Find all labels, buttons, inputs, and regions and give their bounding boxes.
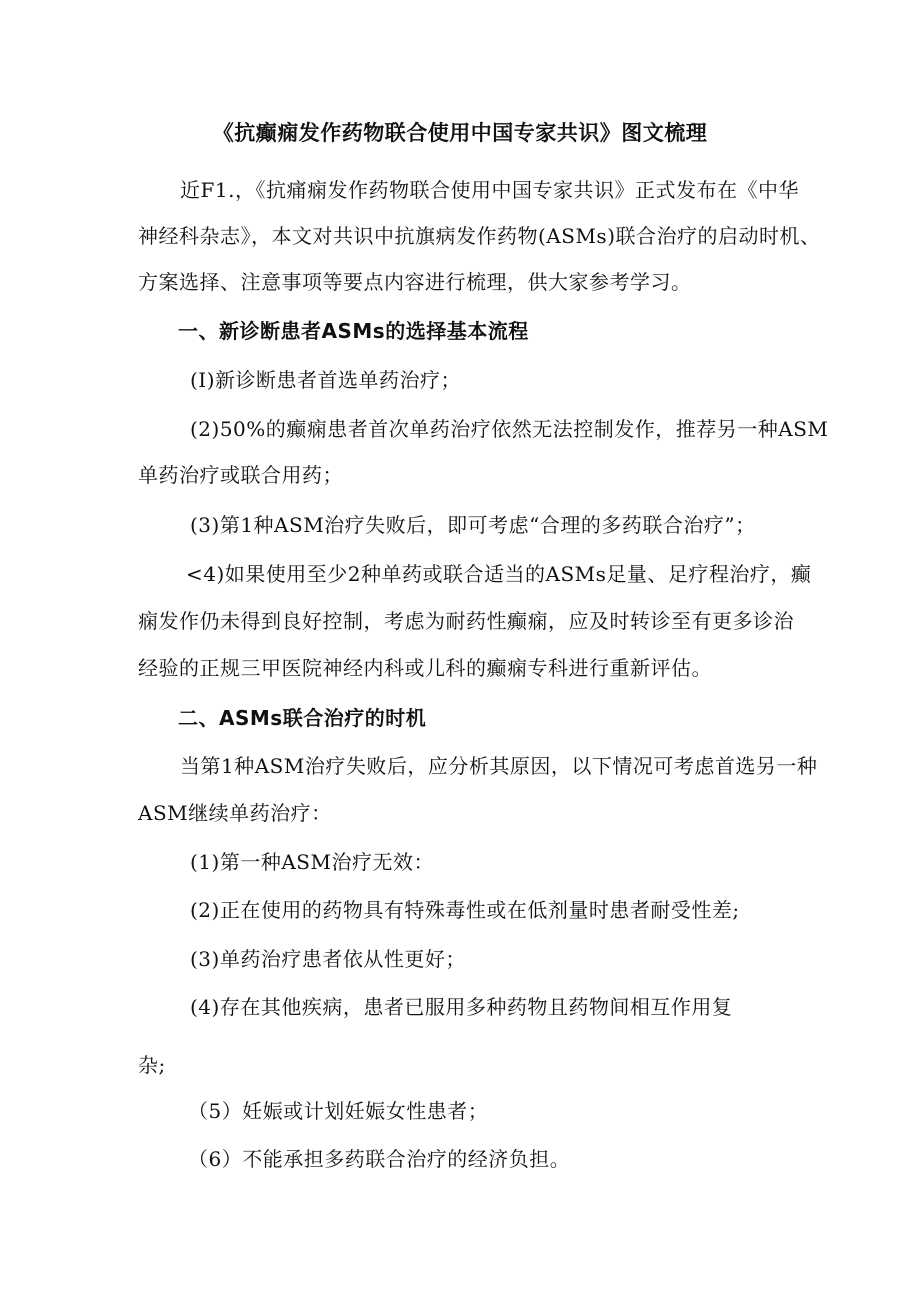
section-2-item-4-line-2: 杂; [138, 1053, 166, 1077]
intro-line-1: 近F1.，《抗痛痫发作药物联合使用中国专家共识》正式发布在《中华 [180, 178, 799, 202]
section-1-item-4-line-2: 痫发作仍未得到良好控制，考虑为耐药性癫痫，应及时转诊至有更多诊治 [138, 609, 794, 633]
section-1-item-4-line-3: 经验的正规三甲医院神经内科或儿科的癫痫专科进行重新评估。 [138, 656, 712, 680]
section-1-item-2-line-1: (2)50%的癫痫患者首次单药治疗依然无法控制发作，推荐另一种ASM [190, 417, 829, 441]
section-1-item-1: (I)新诊断患者首选单药治疗； [190, 368, 462, 392]
section-1-item-2-line-2: 单药治疗或联合用药； [138, 463, 343, 487]
section-2-item-2: (2)正在使用的药物具有特殊毒性或在低剂量时患者耐受性差; [190, 898, 740, 922]
section-1-item-3: (3)第1种ASM治疗失败后，即可考虑“合理的多药联合治疗”； [190, 513, 756, 537]
intro-line-3: 方案选择、注意事项等要点内容进行梳理，供大家参考学习。 [138, 270, 692, 294]
section-2-item-1: (1)第一种ASM治疗无效： [190, 850, 434, 874]
section-2-intro-line-1: 当第1种ASM治疗失败后，应分析其原因，以下情况可考虑首选另一种 [180, 754, 818, 778]
section-2-item-5: （5）妊娠或计划妊娠女性患者； [188, 1099, 489, 1123]
section-2-item-6: （6）不能承担多药联合治疗的经济负担。 [188, 1147, 571, 1171]
section-2-item-3: (3)单药治疗患者依从性更好； [190, 947, 466, 971]
section-2-heading: 二、ASMs联合治疗的时机 [178, 706, 427, 730]
section-2-intro-line-2: ASM继续单药治疗： [138, 801, 332, 825]
section-2-item-4-line-1: (4)存在其他疾病，患者已服用多种药物且药物间相互作用复 [190, 995, 733, 1019]
document-title: 《抗癫痫发作药物联合使用中国专家共识》图文梳理 [212, 121, 708, 145]
intro-line-2: 神经科杂志》，本文对共识中抗旗病发作药物(ASMs)联合治疗的启动时机、 [138, 224, 821, 248]
section-1-item-4-line-1: <4)如果使用至少2种单药或联合适当的ASMs足量、足疗程治疗，癫 [186, 562, 812, 586]
section-1-heading: 一、新诊断患者ASMs的选择基本流程 [178, 319, 529, 343]
